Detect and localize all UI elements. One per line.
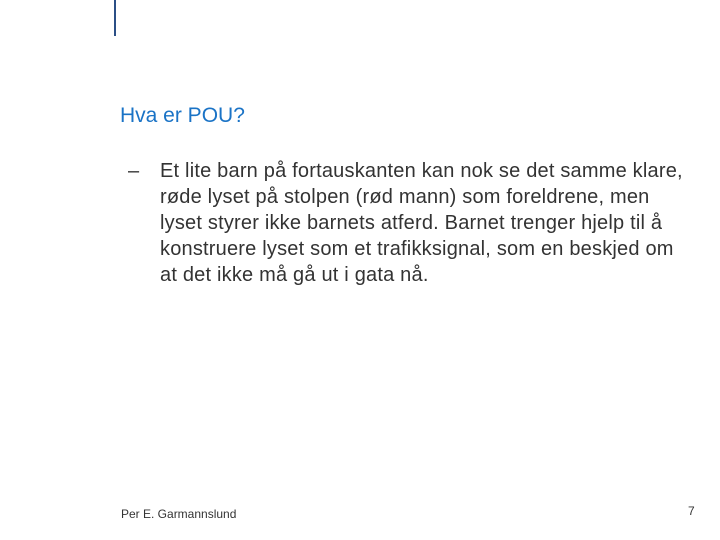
- bullet-marker: –: [128, 160, 140, 182]
- bullet-text: Et lite barn på fortauskanten kan nok se det samme klare, røde lyset på stolpen (rød mann) som foreldrene, men lyset styrer ikke barnets atferd. Barnet trenger hjelp til å konstruere lyset som et trafikksignal, som en beskjed om at det ikke må gå ut i gata nå.: [160, 160, 683, 286]
- slide-title: Hva er POU?: [120, 104, 245, 127]
- bullet-item: [128, 158, 698, 288]
- page-number: 7: [688, 504, 695, 518]
- top-accent-line: [114, 0, 116, 36]
- footer-author: Per E. Garmannslund: [121, 507, 237, 521]
